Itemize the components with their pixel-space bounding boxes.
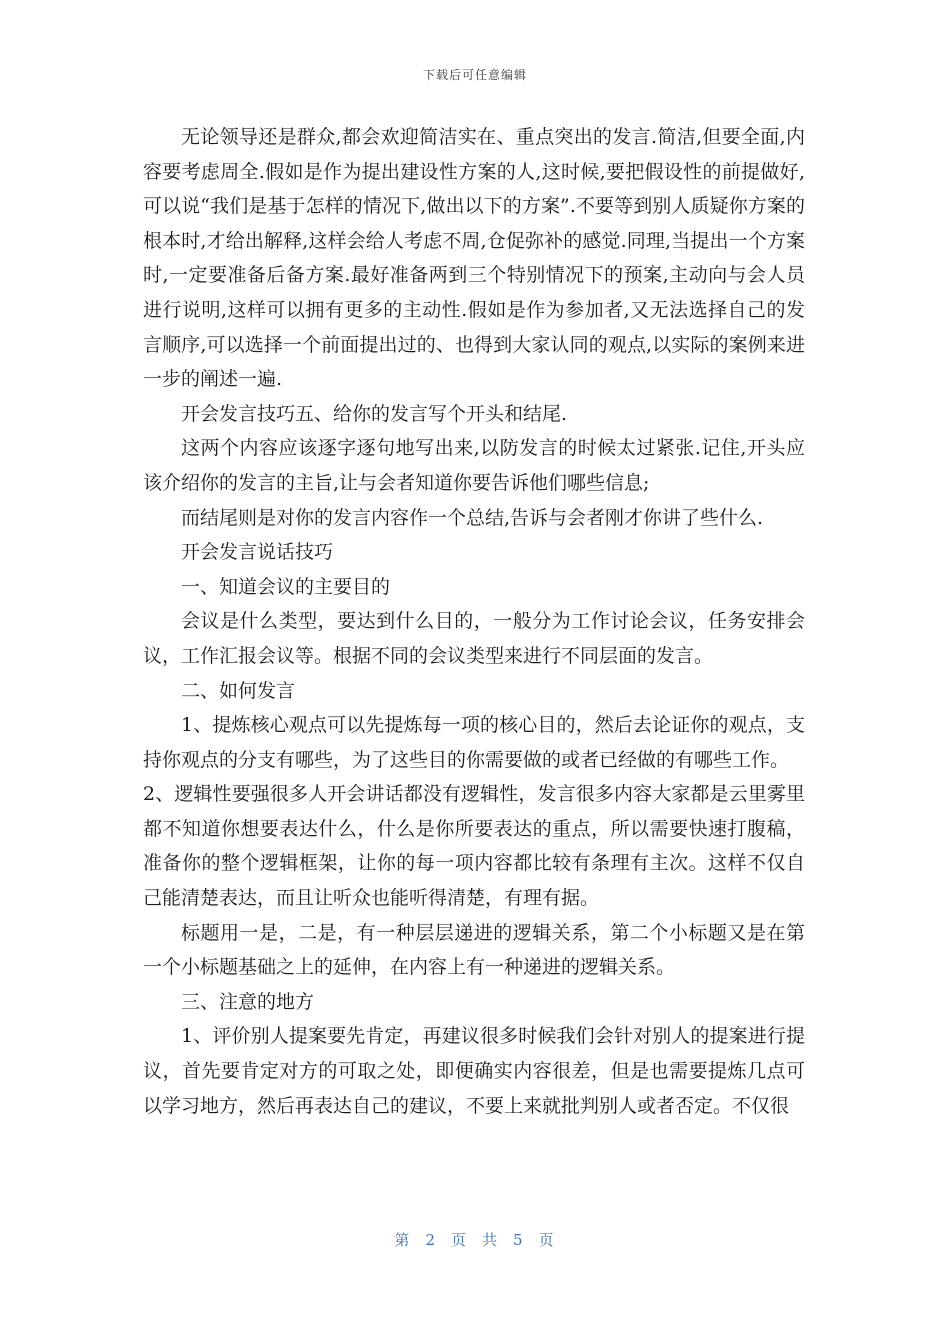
footer-gong: 共 [482, 1231, 500, 1249]
section-heading-3: 三、注意的地方 [181, 990, 315, 1013]
footer-total-pages: 5 [513, 1231, 525, 1249]
footer-ye: 页 [450, 1231, 468, 1249]
footer-di: 第 [394, 1231, 412, 1249]
paragraph-10: 2、逻辑性要强很多人开会讲话都没有逻辑性，发言很多内容大家都是云里雾里都不知道你想要表达什么，什么是你所要表达的重点，所以需要快速打腹稿，准备你的整个逻辑框架，让你的每一项内容都比较有条理有主次。这样不仅自己能清楚表达，而且让听众也能听得清楚，有理有据。 [143, 783, 805, 910]
paragraph-7: 会议是什么类型，要达到什么目的，一般分为工作讨论会议，任务安排会议，工作汇报会议等。根据不同的会议类型来进行不同层面的发言。 [143, 610, 805, 667]
document-body [143, 120, 805, 1123]
section-heading-2: 二、如何发言 [181, 679, 296, 702]
paragraph-4: 而结尾则是对你的发言内容作一个总结,告诉与会者刚才你讲了些什么. [181, 506, 764, 529]
paragraph-1: 无论领导还是群众,都会欢迎简洁实在、重点突出的发言.简洁,但要全面,内容要考虑周全.假如是作为提出建设性方案的人,这时候,要把假设性的前提做好,可以说“我们是基于怎样的情况下,做出以下的方案”.不要等到别人质疑你方案的根本时,才给出解释,这样会给人考虑不周,仓促弥补的感觉.同理,当提出一个方案时,一定要准备后备方案.最好准备两到三个特别情况下的预案,主动向与会人员进行说明,这样可以拥有更多的主动性.假如是作为参加者,又无法选择自己的发言顺序,可以选择一个前面提出过的、也得到大家认同的观点,以实际的案例来进一步的阐述一遍. [143, 126, 805, 391]
paragraph-9: 1、提炼核心观点可以先提炼每一项的核心目的，然后去论证你的观点，支持你观点的分支有哪些，为了这些目的你需要做的或者已经做的有哪些工作。 [143, 714, 805, 771]
section-heading-speaking-skills: 开会发言说话技巧 [181, 541, 334, 564]
paragraph-2: 开会发言技巧五、给你的发言写个开头和结尾. [181, 402, 568, 425]
section-heading-1: 一、知道会议的主要目的 [181, 575, 391, 598]
paragraph-11: 标题用一是，二是，有一种层层递进的逻辑关系，第二个小标题又是在第一个小标题基础之上的延伸，在内容上有一种递进的逻辑关系。 [143, 921, 805, 979]
page-header: 下载后可任意编辑 [422, 68, 527, 82]
footer-current-page: 2 [425, 1231, 437, 1249]
paragraph-3: 这两个内容应该逐字逐句地写出来,以防发言的时候太过紧张.记住,开头应该介绍你的发言的主旨,让与会者知道你要告诉他们哪些信息; [143, 437, 805, 494]
page-footer [0, 1229, 950, 1250]
footer-ye2: 页 [538, 1231, 556, 1249]
paragraph-13: 1、评价别人提案要先肯定，再建议很多时候我们会针对别人的提案进行提议，首先要肯定对方的可取之处，即便确实内容很差，但是也需要提炼几点可以学习地方，然后再表达自己的建议，不要上来就批判别人或者否定。不仅很 [143, 1025, 805, 1117]
